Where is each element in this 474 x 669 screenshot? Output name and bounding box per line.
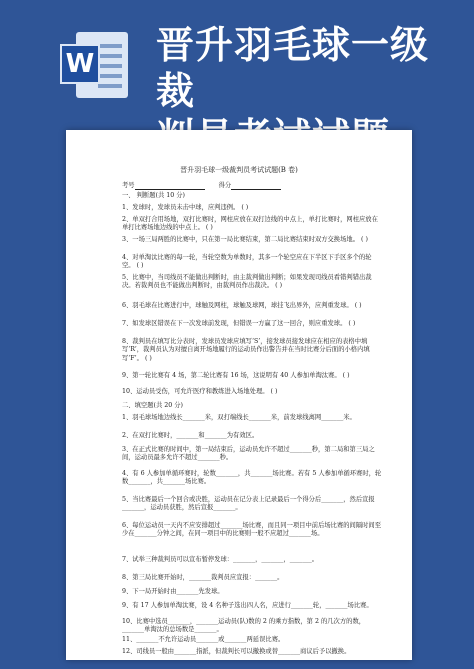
judge-question: 10、运动员受伤，可允许医疗和教练进入场地处理。 ( ) [122, 388, 278, 395]
fill-question: 9、有 17 人参加单淘汰赛，设 4 名种子选出四人名，应进行_______轮，_______场比赛。 [122, 602, 373, 609]
fill-question: 11、_______不允许运动员_______或_______两延误比赛。 [122, 636, 285, 643]
fill-question: 9、下一局开始时由_______先发球。 [122, 588, 224, 595]
score-label: 得分 [218, 182, 232, 189]
judge-question: 9、第一轮比赛有 4 场，第二轮比赛有 16 场，这说明有 40 人参加单淘汰赛。 ( ) [122, 372, 350, 379]
exam-no-blank [135, 182, 205, 190]
fill-question: 1、羽毛球场地边线长_______米，双打端线长_______米，前发球线离网_______米。 [122, 414, 356, 421]
fill-question: 7、试举三种裁判员可以宣布暂停发球：_______，_______，_______。 [122, 556, 319, 563]
exam-no-label: 考号 [122, 182, 135, 189]
judge-question: 7、如发球区错误在下一次发球前发现，但错误一方赢了这一回合，则应重发球。 ( ) [122, 320, 356, 327]
judge-question: 3、一场三局两胜的比赛中，只在第一局比赛结束，第二局比赛结束时双方交换场地。 ( ) [122, 236, 368, 243]
judge-question: 1、发球时，发球员未击中球，应判违例。 ( ) [122, 204, 249, 211]
fill-question: 10、比赛中选员_______，_______运动员(队)数的 2 的乘方指数，第 2 的几次方的数，_______单淘汰的总场数是_______。 [122, 618, 366, 634]
paper-title: 晋升羽毛球一级裁判员考试试题(B 卷) [180, 166, 298, 174]
fill-question: 12、司线员一般由_______指派，但裁判长可以撤换或替_______商议后予以撤换。 [122, 648, 351, 655]
fill-question: 2、在双打比赛时，_______和_______为有效区。 [122, 432, 259, 439]
section-2-heading: 二、填空题(共 20 分) [122, 402, 184, 409]
word-w-badge: W [60, 44, 100, 84]
fill-question: 8、第三局比赛开始时，_______裁判员应宣报：_______。 [122, 574, 284, 581]
header-banner [0, 0, 474, 130]
word-document-icon [60, 30, 130, 100]
judge-question: 4、对单淘汰比赛的每一轮，当轮空数为单数时，其多一个轮空应在下半区下手区多个的轮空。 ( ) [122, 254, 372, 270]
judge-question: 6、羽毛球在比赛进行中，球触及网柱，球触及球网，球挂飞出界外，应判重发球。 ( ) [122, 302, 362, 309]
section-1-heading: 一、 判断题(共 10 分) [122, 192, 186, 199]
header-fields [122, 182, 372, 190]
judge-question: 2、单双打合用场地，双打比赛时，网柱应放在双打边线的中点上，单打比赛时，网柱应放在单打比赛场地边线的中点上。 ( ) [122, 216, 378, 232]
fill-question: 3、在正式比赛的时间中，第一局结束后，运动员允许不超过_______秒，第二局和第三局之间，运动员最多允许不超过_______秒。 [122, 446, 375, 462]
score-blank [231, 182, 281, 190]
judge-question: 8、裁判员在填写比分表时，发球员发球应填写‘S’，接发球员接发球应在相应的表格中填写‘R’，裁判员认为对擅自离开场地履行的运动员作出警告并在当时比赛分后面的小格内填写‘F’。 ( ) [122, 338, 370, 362]
fill-question: 5、当比赛最后一个回合或决胜，运动员在记分表上记录最后一个得分后_______，然后宣报_______，运动员获胜，然后宣报_______。 [122, 496, 375, 512]
fill-question: 4、有 6 人参加单循环赛时，轮数_______，共_______场比赛。若有 5 人参加单循环赛时，轮数_______，共_______场比赛。 [122, 470, 382, 486]
title-line-1: 晋升羽毛球一级裁 [156, 23, 430, 113]
fill-question: 6、每位运动员一天内不应安排超过_______场比赛，而且同一项目中前后场比赛的间隔时间至少在_______分钟之间，在同一项目中的比赛则一般不应超过_______场。 [122, 522, 382, 538]
judge-question: 5、比赛中，当司线员不能做出判断时，由主裁判做出判断；如果发现司线员看错判错出裁决。若裁判员也不能做出判断时，由裁判员作出裁决。 ( ) [122, 274, 372, 290]
exam-paper [66, 130, 412, 660]
